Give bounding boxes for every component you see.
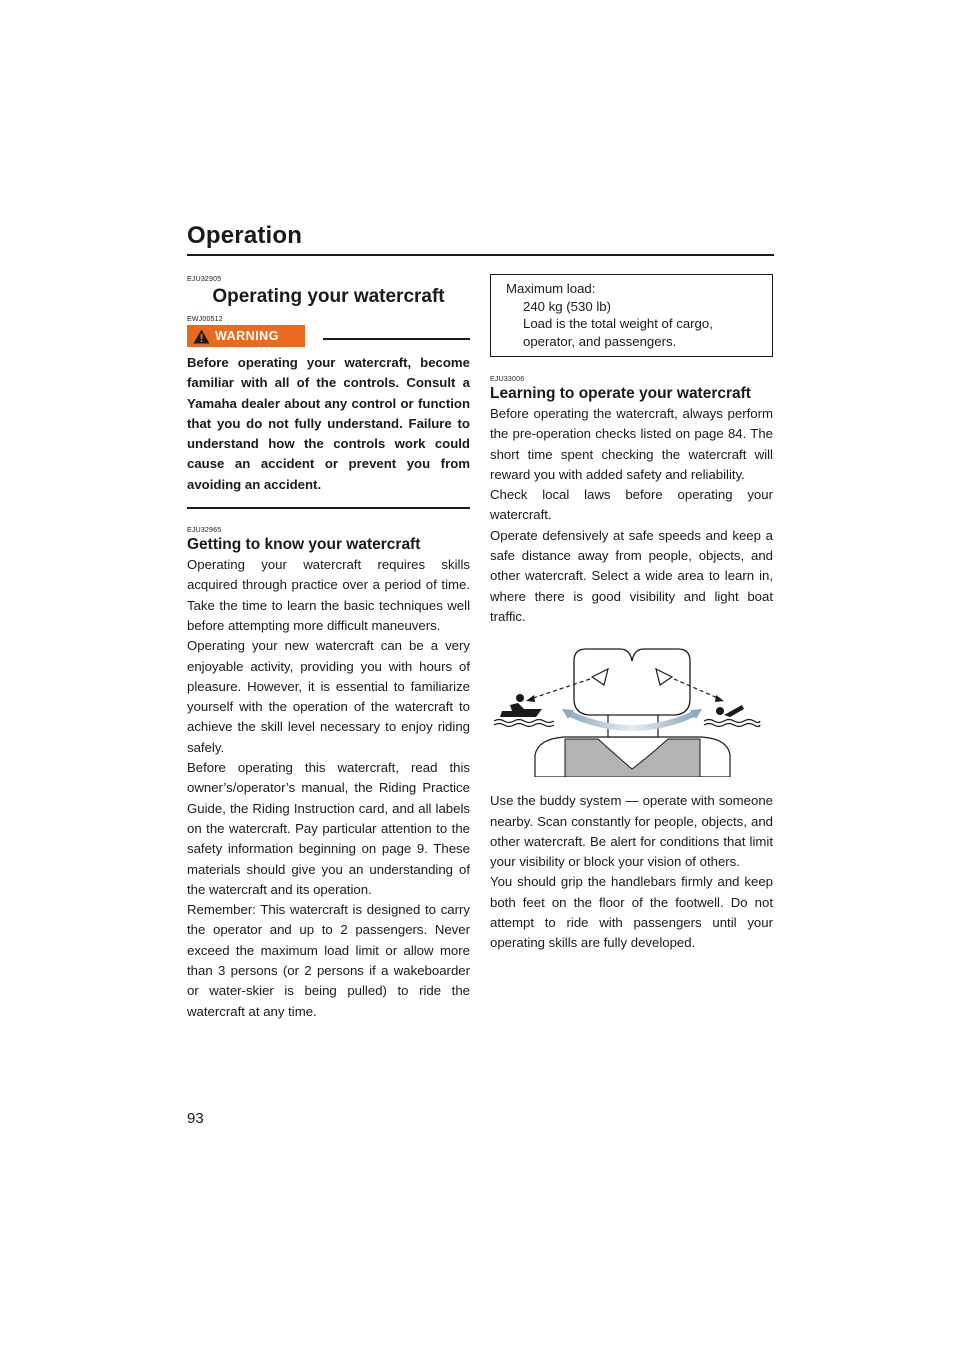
right-column: [490, 274, 773, 954]
section-title: Operating your watercraft: [212, 286, 445, 307]
paragraph: You should grip the handlebars firmly and keep both feet on the floor of the footwell. Do not attempt to ride with passengers until your operating skills are fully developed.: [490, 874, 773, 951]
warning-text: Before operating your watercraft, become familiar with all of the controls. Consult a Yamaha dealer about any control or function that you do not fully understand. Failure to understand how the controls work could cause an accident or prevent you from avoiding an accident.: [187, 355, 470, 492]
warning-rule: [323, 338, 470, 340]
paragraph: Before operating this watercraft, read this owner’s/operator’s manual, the Riding Practice Guide, the Riding Instruction card, and all labels on the watercraft. Pay particular attention to the safety information beginning on page 9. These materials should give you an understanding of the watercraft and its operation.: [187, 760, 470, 897]
warning-triangle-icon: [193, 329, 210, 344]
page-title: Operation: [187, 222, 303, 249]
spec-note: Load is the total weight of cargo, operator, and passengers.: [523, 316, 713, 349]
swimmer-icon: [704, 705, 760, 727]
warning-header: [187, 325, 470, 347]
header-rule: [187, 254, 774, 256]
paragraph: Check local laws before operating your watercraft.: [490, 487, 773, 523]
warning-label: WARNING: [215, 329, 279, 343]
spec-value: 240 kg (530 lb): [523, 298, 611, 314]
paragraph: Operating your watercraft requires skills acquired through practice over a period of time. Take the time to learn the basic techniques well before attempting more difficult maneuvers.: [187, 557, 470, 633]
paragraph: Operate defensively at safe speeds and keep a safe distance away from people, objects, and other watercraft. Select a wide area to learn in, where there is good visibility and light boat traffic.: [490, 527, 773, 624]
subsection-title: Learning to operate your watercraft: [490, 385, 751, 402]
paragraph: Operating your new watercraft can be a very enjoyable activity, providing you with hours of pleasure. However, it is essential to familiarize yourself with the operation of the watercraft to achieve the skill level necessary to enjoy riding safely.: [187, 638, 470, 755]
section-code: EJU32905: [187, 276, 222, 283]
spec-label: Maximum load:: [506, 281, 596, 296]
paragraph: Remember: This watercraft is designed to carry the operator and up to 2 passengers. Never exceed the maximum load limit or allow more than 3 persons (or 2 persons if a wakeboarder or water-skier is being pulled) to ride the watercraft at any time.: [187, 902, 470, 1019]
paragraph: Use the buddy system — operate with someone nearby. Scan constantly for people, objects, and other watercraft. Be alert for conditions that limit your visibility or block your vision of others.: [490, 793, 773, 870]
scan-surroundings-illustration: [490, 647, 773, 777]
subsection-code: EJU33006: [490, 376, 525, 383]
warning-badge: [187, 325, 305, 347]
subsection-title: Getting to know your watercraft: [187, 536, 421, 554]
paragraph: Before operating the watercraft, always perform the pre-operation checks listed on page 84. The short time spent checking the watercraft will reward you with added safety and reliability.: [490, 406, 773, 482]
left-column: [187, 275, 470, 1022]
subsection-code: EJU32965: [187, 527, 222, 535]
page-number: 93: [187, 1110, 204, 1127]
warning-code: EWJ00512: [187, 316, 223, 323]
rider-head: [574, 649, 690, 715]
max-load-spec-box: [490, 274, 773, 357]
watercraft-icon: [494, 694, 554, 727]
